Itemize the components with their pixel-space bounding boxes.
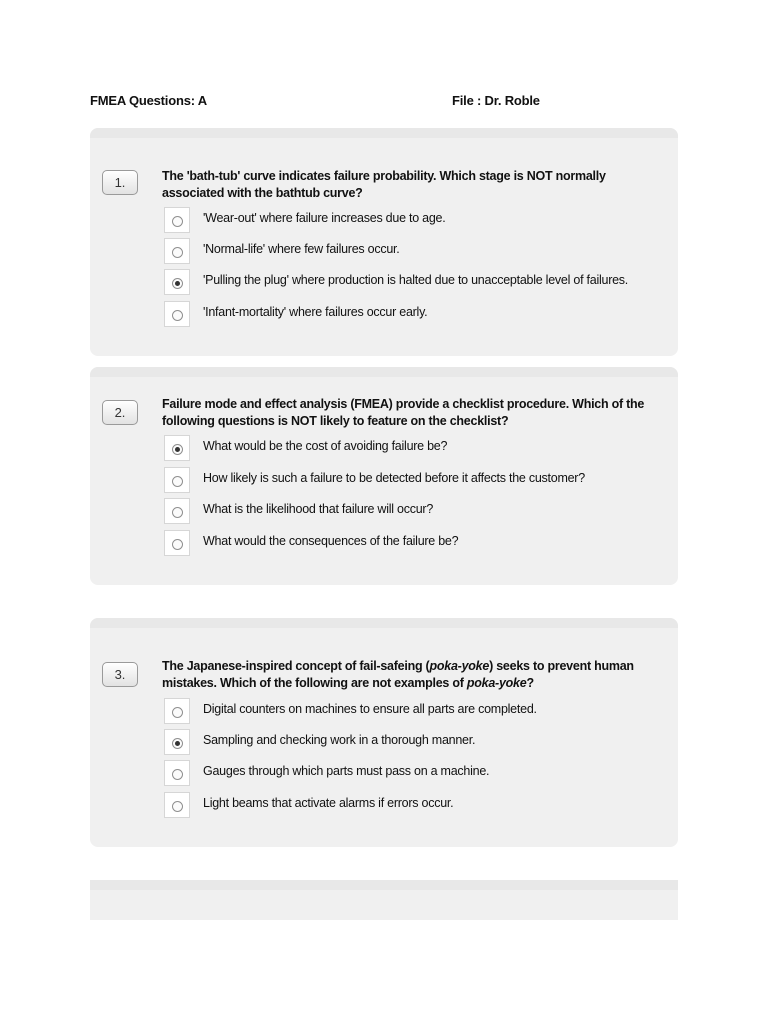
file-label: File : Dr. Roble <box>452 93 540 108</box>
term-poka-yoke: poka-yoke <box>466 676 527 690</box>
radio-selected-icon[interactable] <box>172 444 183 455</box>
radio-button-box[interactable] <box>164 301 190 327</box>
answer-option[interactable] <box>164 792 664 818</box>
question-number-badge: 1. <box>102 170 138 195</box>
radio-selected-icon[interactable] <box>172 738 183 749</box>
radio-icon[interactable] <box>172 539 183 550</box>
answer-option[interactable] <box>164 269 664 295</box>
answer-option[interactable] <box>164 238 664 264</box>
answer-option-label: What would the consequences of the failure be? <box>203 534 459 548</box>
answer-option-label: 'Infant-mortality' where failures occur early. <box>203 305 428 319</box>
answer-option[interactable] <box>164 207 664 233</box>
radio-button-box[interactable] <box>164 760 190 786</box>
answer-option-label: Light beams that activate alarms if errors occur. <box>203 796 454 810</box>
answer-option-label: Sampling and checking work in a thorough manner. <box>203 733 476 747</box>
answer-option-label: 'Normal-life' where few failures occur. <box>203 242 400 256</box>
radio-button-box[interactable] <box>164 698 190 724</box>
radio-icon[interactable] <box>172 310 183 321</box>
radio-button-box[interactable] <box>164 238 190 264</box>
radio-selected-icon[interactable] <box>172 278 183 289</box>
radio-icon[interactable] <box>172 801 183 812</box>
radio-button-box[interactable] <box>164 435 190 461</box>
answer-option-label: What is the likelihood that failure will occur? <box>203 502 434 516</box>
answer-option[interactable] <box>164 729 664 755</box>
radio-icon[interactable] <box>172 769 183 780</box>
term-poka-yoke: poka-yoke <box>429 659 490 673</box>
answer-option-label: Digital counters on machines to ensure all parts are completed. <box>203 702 537 716</box>
question-card-3 <box>90 618 678 847</box>
answer-option-label: What would be the cost of avoiding failure be? <box>203 439 448 453</box>
answer-option[interactable] <box>164 301 664 327</box>
answer-option[interactable] <box>164 498 664 524</box>
radio-button-box[interactable] <box>164 792 190 818</box>
question-text-line: The Japanese-inspired concept of fail-safeing (poka-yoke) seeks to prevent human <box>162 659 634 673</box>
answer-option-label: 'Wear-out' where failure increases due to age. <box>203 211 446 225</box>
answer-option-label: 'Pulling the plug' where production is halted due to unacceptable level of failures. <box>203 273 629 287</box>
question-text <box>162 658 667 692</box>
quiz-title: FMEA Questions: A <box>90 93 207 108</box>
answer-option[interactable] <box>164 530 664 556</box>
answer-option-label: Gauges through which parts must pass on a machine. <box>203 764 490 778</box>
radio-icon[interactable] <box>172 216 183 227</box>
question-card-1 <box>90 128 678 356</box>
radio-button-box[interactable] <box>164 269 190 295</box>
radio-button-box[interactable] <box>164 467 190 493</box>
question-text <box>162 168 667 202</box>
radio-button-box[interactable] <box>164 729 190 755</box>
answer-option[interactable] <box>164 467 664 493</box>
question-text-line: following questions is NOT likely to feature on the checklist? <box>162 414 509 428</box>
question-text <box>162 396 667 430</box>
question-card-2 <box>90 367 678 585</box>
question-number-badge: 3. <box>102 662 138 687</box>
radio-icon[interactable] <box>172 707 183 718</box>
card-top-strip <box>90 880 678 890</box>
radio-icon[interactable] <box>172 476 183 487</box>
question-text-line: associated with the bathtub curve? <box>162 186 363 200</box>
radio-button-box[interactable] <box>164 207 190 233</box>
page-header <box>90 93 690 111</box>
answer-option[interactable] <box>164 698 664 724</box>
question-number-badge: 2. <box>102 400 138 425</box>
answer-option[interactable] <box>164 435 664 461</box>
radio-icon[interactable] <box>172 247 183 258</box>
answer-option-label: How likely is such a failure to be detected before it affects the customer? <box>203 471 585 485</box>
question-text-line: Failure mode and effect analysis (FMEA) provide a checklist procedure. Which of the <box>162 397 645 411</box>
next-question-card-partial <box>90 880 678 920</box>
radio-button-box[interactable] <box>164 498 190 524</box>
radio-icon[interactable] <box>172 507 183 518</box>
question-text-line: The 'bath-tub' curve indicates failure probability. Which stage is NOT normally <box>162 169 606 183</box>
answer-option[interactable] <box>164 760 664 786</box>
question-text-line: mistakes. Which of the following are not examples of poka-yoke? <box>162 676 534 690</box>
radio-button-box[interactable] <box>164 530 190 556</box>
